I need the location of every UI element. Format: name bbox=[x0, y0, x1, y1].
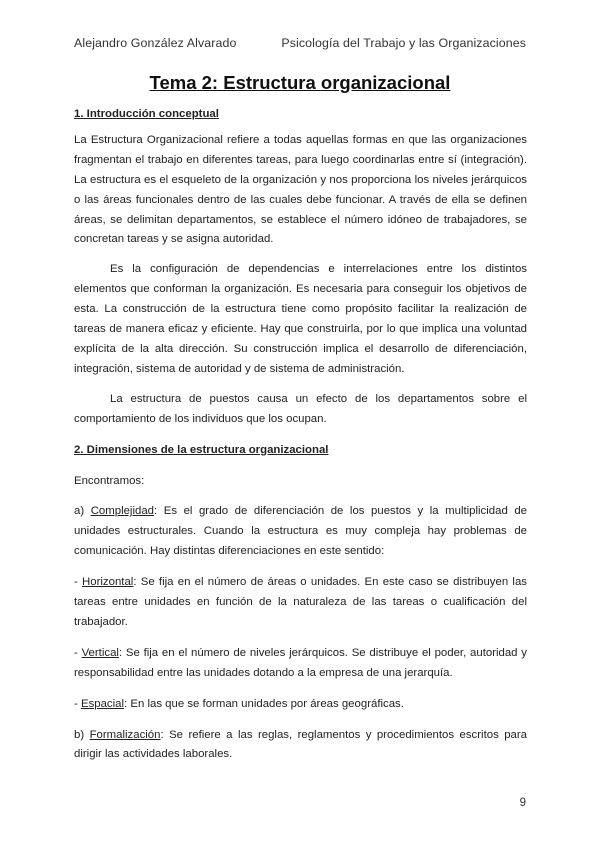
item-espacial bbox=[74, 695, 527, 715]
section-2-intro: Encontramos: bbox=[74, 474, 145, 487]
term-vertical: Vertical bbox=[81, 646, 119, 659]
page-title: Tema 2: Estructura organizacional bbox=[149, 72, 451, 93]
header-author: Alejandro González Alvarado bbox=[74, 36, 237, 50]
term-espacial: Espacial bbox=[80, 697, 125, 710]
term-complejidad: Complejidad bbox=[90, 505, 155, 518]
item-prefix: a) bbox=[74, 505, 91, 518]
item-text: : Se refiere a las reglas, reglamentos y procedimientos escritos para dirigir las actividades laborales. bbox=[74, 728, 528, 761]
item-formalizacion bbox=[74, 726, 527, 766]
item-prefix: - bbox=[74, 576, 83, 589]
item-text: : En las que se forman unidades por áreas geográficas. bbox=[124, 697, 404, 710]
item-complejidad bbox=[74, 502, 527, 562]
item-prefix: - bbox=[74, 646, 82, 659]
section-1-paragraph-2: Es la configuración de dependencias e interrelaciones entre los distintos elementos que conforman la organización. Es necesaria para conseguir los objetivos de esta. La construcción de la estructura tiene como propósito facilitar la realización de tareas de manera eficaz y eficiente. Hay que construirla, por lo que implica una voluntad explícita de la alta dirección. Su construcción implica el desarrollo de diferenciación, integración, sistema de autoridad y de sistema de administración. bbox=[74, 263, 527, 375]
section-1-paragraph-3: La estructura de puestos causa un efecto de los departamentos sobre el comportamiento de los individuos que los ocupan. bbox=[74, 392, 527, 425]
item-text: : Se fija en el número de niveles jerárquicos. Se distribuye el poder, autoridad y responsabilidad entre las unidades dotando a la empresa de una jerarquía. bbox=[74, 646, 527, 679]
page-number: 9 bbox=[519, 797, 526, 809]
term-formalizacion: Formalización bbox=[89, 728, 161, 741]
item-vertical bbox=[74, 644, 527, 684]
section-2-heading: 2. Dimensiones de la estructura organizacional bbox=[74, 443, 329, 456]
header-course: Psicología del Trabajo y las Organizaciones bbox=[281, 36, 526, 50]
item-text: : Es el grado de diferenciación de los puestos y la multiplicidad de unidades estructurales. Cuando la estructura es muy compleja hay problemas de comunicación. Hay distintas diferenciaciones en este sentido: bbox=[74, 505, 528, 558]
term-horizontal: Horizontal bbox=[82, 576, 134, 589]
section-1-paragraph-1: La Estructura Organizacional refiere a todas aquellas formas en que las organizaciones fragmentan el trabajo en diferentes tareas, para luego coordinarlas entre sí (integración). La estructura es el esqueleto de la organización y nos proporciona los niveles jerárquicos o las áreas funcionales dentro de las cuales debe funcionar. A través de ella se definen áreas, se delimitan departamentos, se establece el número idóneo de trabajadores, se concretan tareas y se asigna autoridad. bbox=[74, 133, 527, 246]
item-text: : Se fija en el número de áreas o unidades. En este caso se distribuyen las tareas entre unidades en función de la naturaleza de las tareas o cualificación del trabajador. bbox=[74, 576, 527, 628]
item-horizontal bbox=[74, 573, 527, 633]
document-body bbox=[74, 105, 527, 765]
section-1-heading: 1. Introducción conceptual bbox=[74, 108, 219, 120]
item-prefix: - bbox=[74, 697, 81, 710]
page-header bbox=[74, 36, 526, 50]
item-prefix: b) bbox=[74, 728, 90, 741]
